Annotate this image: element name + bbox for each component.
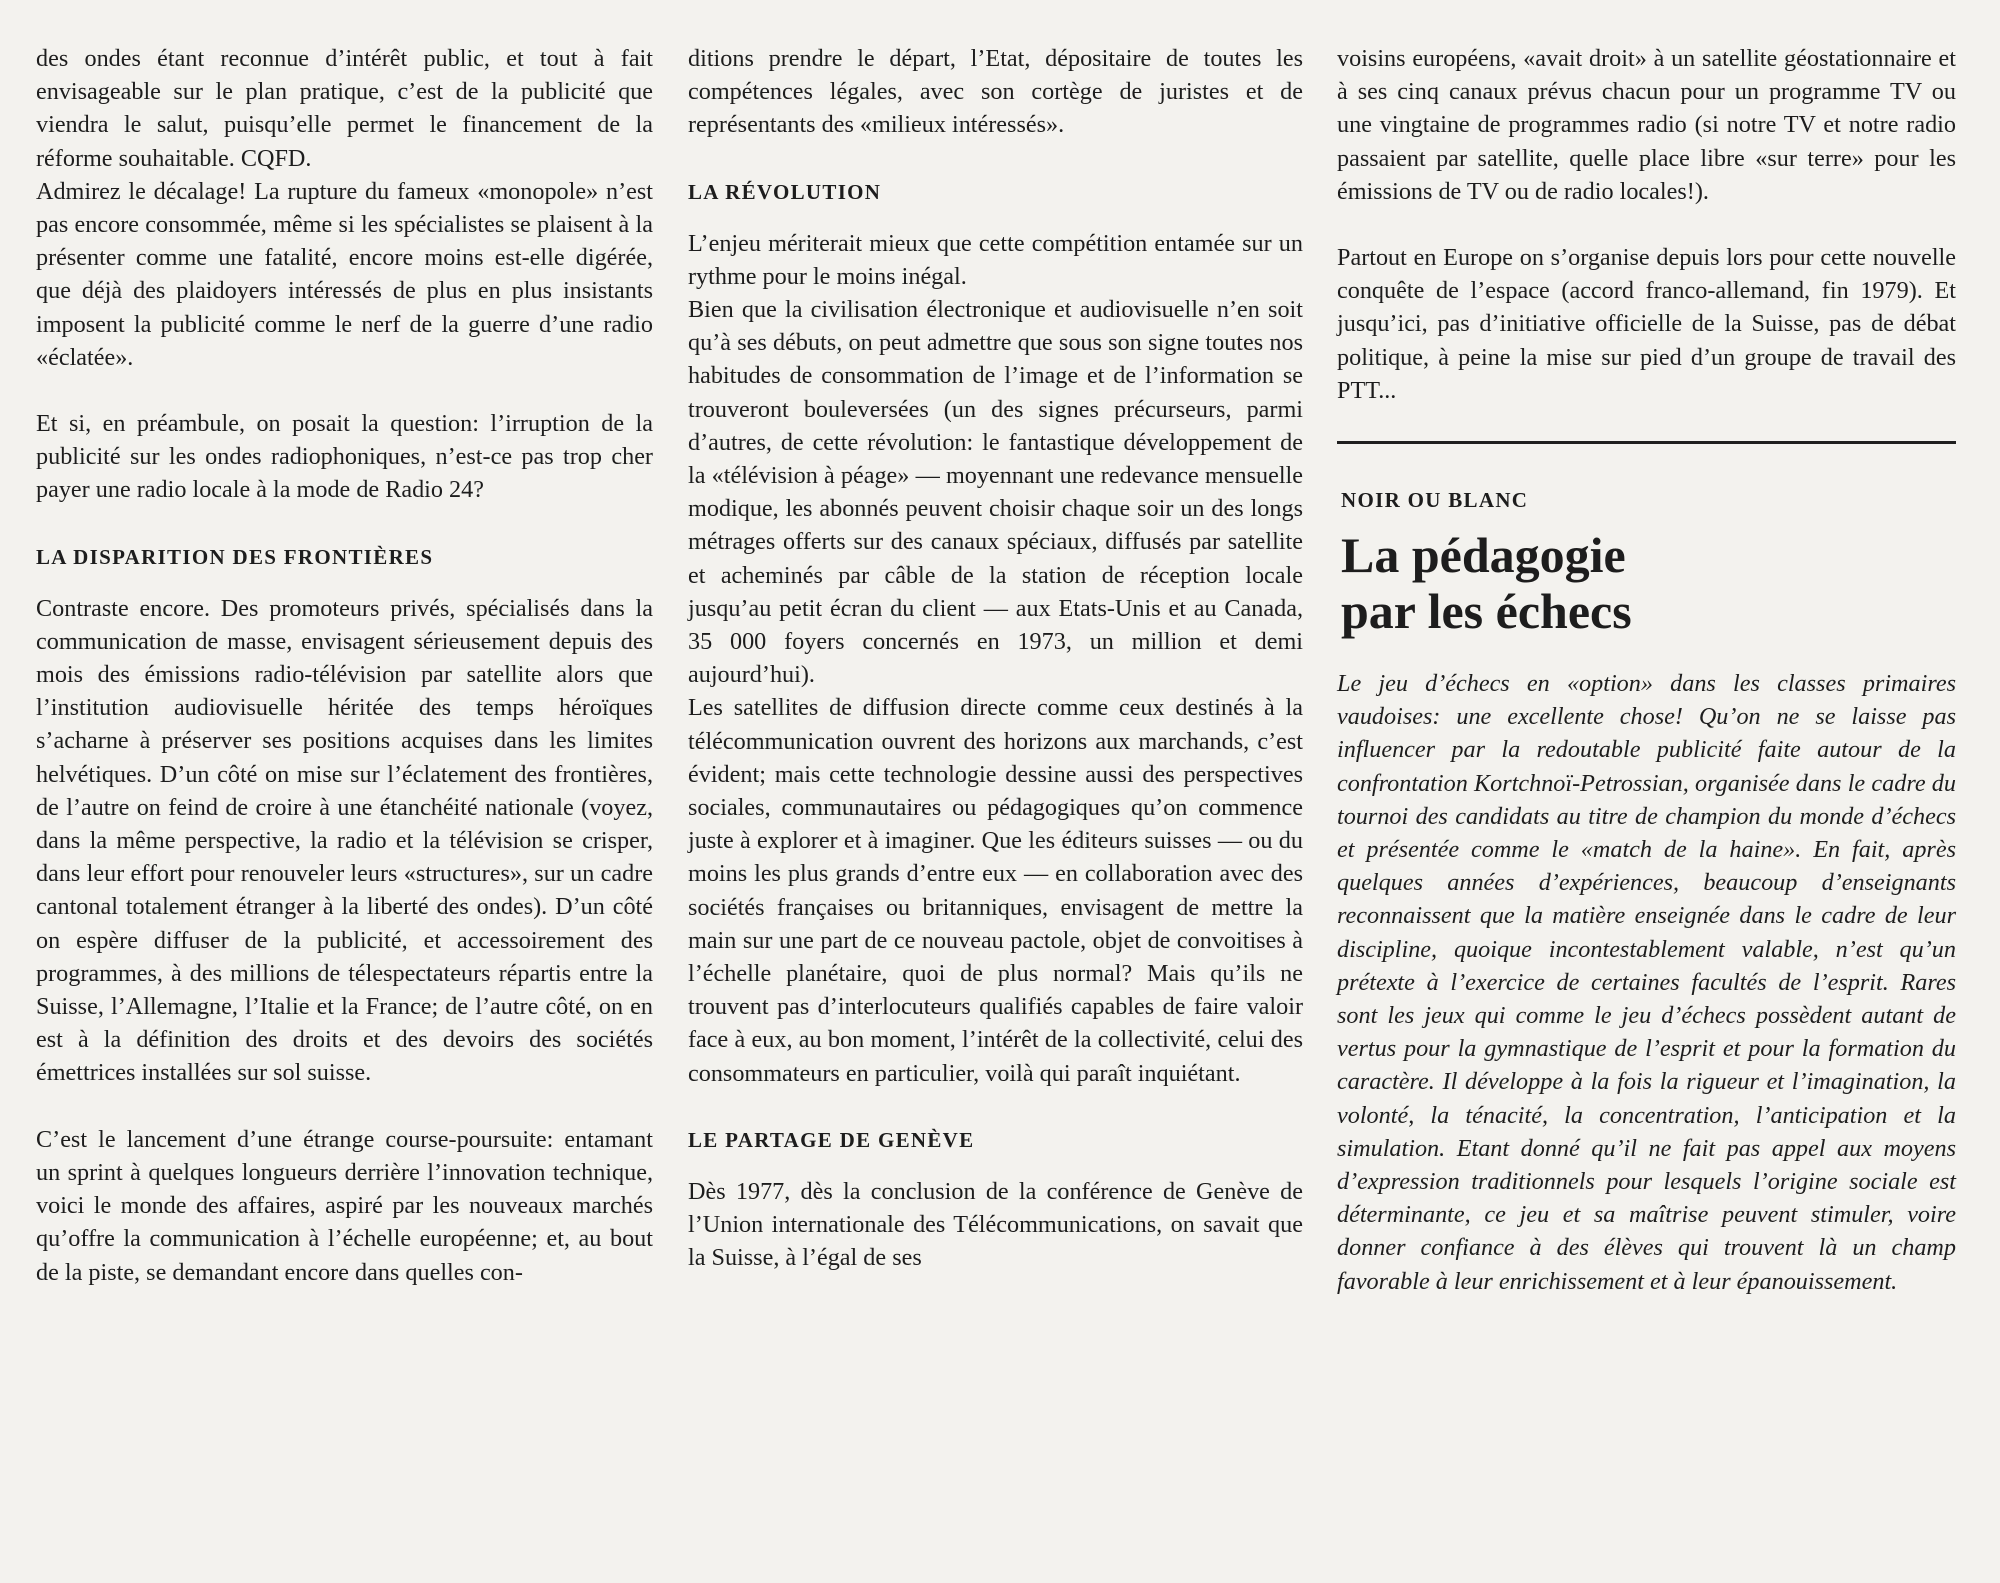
paragraph: Partout en Europe on s’organise depuis lors pour cette nouvelle conquête de l’espace (accord franco-allemand, fin 1979). Et jusqu’ici, pas d’initiative officielle de la Suisse, pas de débat politique, à peine la mise sur pied d’un groupe de travail des PTT... bbox=[1337, 244, 1956, 404]
section-heading: LA DISPARITION DES FRONTIÈRES bbox=[36, 544, 434, 569]
column-left bbox=[36, 42, 653, 1289]
title-line: La pédagogie bbox=[1341, 527, 1626, 584]
column-middle bbox=[688, 42, 1303, 1275]
paragraph: Contraste encore. Des promoteurs privés, spécialisés dans la communication de masse, envisagent sérieusement depuis des mois des émissions radio-télévision par satellite alors que l’institution audiovisuelle héritée des temps héroïques s’acharne à préserver ses positions acquises dans les limites helvétiques. D’un côté on mise sur l’éclatement des frontières, de l’autre on feind de croire à une étanchéité nationale (voyez, dans la même perspective, la radio et la télévision se crisper, dans leur effort pour renouveler leurs «structures», sur un cadre cantonal totalement étranger à la liberté des ondes). D’un côté on espère diffuser de la publicité, et accessoirement des programmes, à des millions de télespectateurs répartis entre la Suisse, l’Allemagne, l’Italie et la France; de l’autre côté, on en est à la définition des droits et des devoirs des sociétés émettrices installées sur sol suisse. bbox=[36, 594, 653, 1087]
column-right bbox=[1337, 42, 1956, 1298]
paragraph: Les satellites de diffusion directe comme ceux destinés à la télécommunication ouvrent des horizons aux marchands, c’est évident; mais cette technologie dessine aussi des perspectives sociales, communautaires ou pédagogiques qu’on commence juste à explorer et à imaginer. Que les éditeurs suisses — ou du moins les plus grands d’entre eux — en collaboration avec des sociétés françaises ou britanniques, envisagent de mettre la main sur une part de ce nouveau pactole, objet de convoitises à l’échelle planétaire, quoi de plus normal? Mais qu’ils ne trouvent pas d’interlocuteurs qualifiés capables de faire valoir face à eux, au bon moment, l’intérêt de la collectivité, celui des consommateurs en particulier, voilà qui paraît inquiétant. bbox=[688, 694, 1303, 1087]
paragraph: ditions prendre le départ, l’Etat, dépositaire de toutes les compétences légales, avec son cortège de juristes et de représentants des «milieux intéressés». bbox=[688, 45, 1303, 139]
paragraph: Admirez le décalage! La rupture du fameux «monopole» n’est pas encore consommée, même si les spécialistes se plaisent à la présenter comme une fatalité, encore moins est-elle digérée, que déjà des plaidoyers intéressés de plus en plus insistants imposent la publicité comme le nerf de la guerre d’une radio «éclatée». bbox=[36, 177, 653, 371]
paragraph: des ondes étant reconnue d’intérêt public, et tout à fait envisageable sur le plan pratique, c’est de la publicité que viendra le salut, puisqu’elle permet le financement de la réforme souhaitable. CQFD. bbox=[36, 45, 653, 172]
lead-paragraph: Le jeu d’échecs en «option» dans les classes primaires vaudoises: une excellente chose! Qu’on ne se laisse pas influencer par la redoutable publicité faite autour de la confrontation Kortchnoï-Petrossian, organisée dans le cadre du tournoi des candidats au titre de champion du monde d’échecs et présentée comme le «match de la haine». En fait, après quelques années d’expériences, beaucoup d’enseignants reconnaissent que la matière enseignée dans le cadre de leur discipline, quoique incontestablement valable, n’est qu’un prétexte à l’exercice de certaines facultés de l’esprit. Rares sont les jeux qui comme le jeu d’échecs possèdent autant de vertus pour la gymnastique de l’esprit et pour la formation du caractère. Il développe à la fois la rigueur et l’imagination, la volonté, la ténacité, la concentration, l’anticipation et la simulation. Etant donné qu’il ne fait pas appel aux moyens d’expression traditionnels pour lesquels l’origine sociale est déterminante, ce jeu et sa maîtrise peuvent stimuler, voire donner confiance à des élèves qui trouvent là un champ favorable à leur enrichissement et à leur épanouissement. bbox=[1337, 670, 1956, 1295]
paragraph: L’enjeu mériterait mieux que cette compétition entamée sur un rythme pour le moins inégal. bbox=[688, 229, 1303, 290]
paragraph: voisins européens, «avait droit» à un satellite géostationnaire et à ses cinq canaux prévus chacun pour un programme TV ou une vingtaine de programmes radio (si notre TV et notre radio passaient par satellite, quelle place libre «sur terre» pour les émissions de TV ou de radio locales!). bbox=[1337, 45, 1956, 205]
paragraph: Et si, en préambule, on posait la question: l’irruption de la publicité sur les ondes radiophoniques, n’est-ce pas trop cher payer une radio locale à la mode de Radio 24? bbox=[36, 410, 653, 504]
article-title bbox=[1341, 527, 1956, 639]
paragraph: Bien que la civilisation électronique et audiovisuelle n’en soit qu’à ses débuts, on peut admettre que sous son signe toutes nos habitudes de consommation de l’image et de l’information se trouveront bouleversées (un des signes précurseurs, parmi d’autres, de cette révolution: le fantastique développement de la «télévision à péage» — moyennant une redevance mensuelle modique, les abonnés peuvent choisir chaque soir un des longs métrages offerts sur des canaux spéciaux, diffusés par satellite et acheminés par câble de la station de réception locale jusqu’au petit écran du client — aux Etats-Unis et au Canada, 35 000 foyers concernés en 1973, un million et demi aujourd’hui). bbox=[688, 296, 1303, 689]
title-line: par les échecs bbox=[1341, 583, 1632, 640]
paragraph: C’est le lancement d’une étrange course-poursuite: entamant un sprint à quelques longueurs derrière l’innovation technique, voici le monde des affaires, aspiré par les nouveaux marchés qu’offre la communication à l’échelle européenne; et, au bout de la piste, se demandant encore dans quelles con- bbox=[36, 1125, 653, 1286]
divider-rule bbox=[1337, 441, 1956, 444]
section-heading: LA RÉVOLUTION bbox=[688, 179, 882, 204]
section-heading: LE PARTAGE DE GENÈVE bbox=[688, 1127, 975, 1152]
article-kicker: NOIR OU BLANC bbox=[1341, 488, 1529, 513]
paragraph: Dès 1977, dès la conclusion de la conférence de Genève de l’Union internationale des Télécommunications, on savait que la Suisse, à l’égal de ses bbox=[688, 1177, 1303, 1272]
article-lead bbox=[1337, 667, 1956, 1298]
